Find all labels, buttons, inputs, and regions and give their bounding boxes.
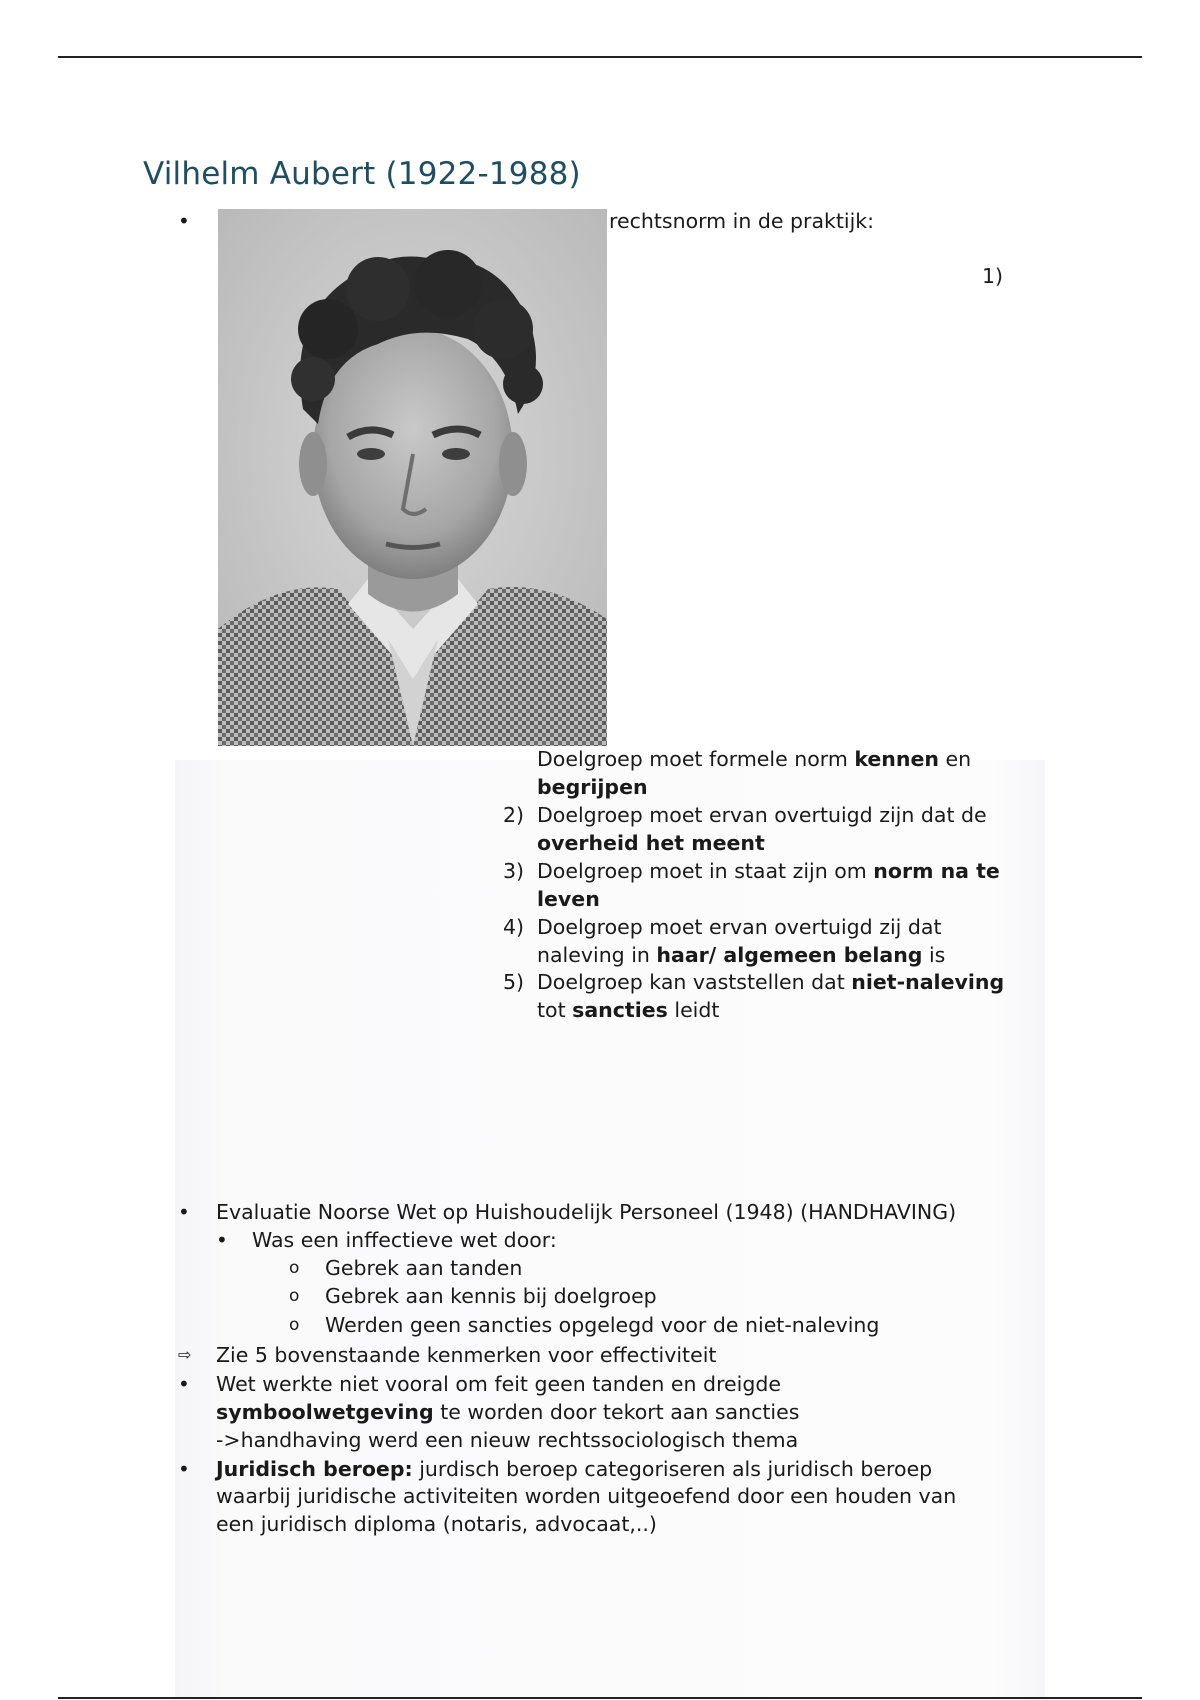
condition-number-1: 1) [982, 264, 1004, 288]
condition-number: 5) [502, 970, 524, 994]
bullet-glyph: • [216, 1228, 228, 1252]
condition-line: Doelgroep moet formele norm kennen en [537, 747, 972, 771]
condition-line: naleving in haar/ algemeen belang is [537, 943, 946, 967]
footer-rule [58, 1697, 1142, 1699]
condition-line: leven [537, 887, 600, 911]
wet-line: Wet werkte niet vooral om feit geen tanden en dreigde [216, 1372, 781, 1396]
circle-glyph: o [289, 1315, 300, 1335]
condition-line: tot sancties leidt [537, 998, 720, 1022]
portrait-image [218, 209, 607, 746]
condition-line: overheid het meent [537, 831, 765, 855]
condition-line: begrijpen [537, 775, 648, 799]
evaluation-heading: Evaluatie Noorse Wet op Huishoudelijk Personeel (1948) (HANDHAVING) [216, 1200, 957, 1224]
portrait-photo [218, 209, 607, 746]
reason-item: Werden geen sancties opgelegd voor de niet-naleving [325, 1313, 880, 1337]
condition-line: Doelgroep moet ervan overtuigd zij dat [537, 915, 942, 939]
bullet-glyph: • [178, 209, 190, 233]
condition-line: Doelgroep moet in staat zijn om norm na te [537, 859, 1000, 883]
condition-line: Doelgroep moet ervan overtuigd zijn dat de [537, 803, 987, 827]
condition-number: 4) [502, 915, 524, 939]
evaluation-sub: Was een inffectieve wet door: [252, 1228, 557, 1252]
header-rule [58, 56, 1142, 58]
bullet-glyph: • [178, 1457, 190, 1481]
condition-number: 2) [502, 803, 524, 827]
arrow-icon: ⇨ [178, 1345, 192, 1364]
juridisch-line: waarbij juridische activiteiten worden uitgeoefend door een houden van [216, 1484, 957, 1508]
wet-line: symboolwetgeving te worden door tekort aan sancties [216, 1400, 800, 1424]
reason-item: Gebrek aan kennis bij doelgroep [325, 1284, 657, 1308]
condition-line: Doelgroep kan vaststellen dat niet-naleving [537, 970, 1005, 994]
arrow-note: Zie 5 bovenstaande kenmerken voor effectiviteit [216, 1343, 717, 1367]
condition-number: 3) [502, 859, 524, 883]
juridisch-line: een juridisch diploma (notaris, advocaat,..) [216, 1512, 657, 1536]
reason-item: Gebrek aan tanden [325, 1256, 523, 1280]
juridisch-line: Juridisch beroep: jurdisch beroep categoriseren als juridisch beroep [216, 1457, 933, 1481]
circle-glyph: o [289, 1286, 300, 1306]
page-title: Vilhelm Aubert (1922-1988) [143, 156, 581, 192]
bullet-glyph: • [178, 1200, 190, 1224]
bullet-glyph: • [178, 1372, 190, 1396]
wet-line: ->handhaving werd een nieuw rechtssociologisch thema [216, 1428, 799, 1452]
intro-text: rechtsnorm in de praktijk: [609, 209, 875, 233]
circle-glyph: o [289, 1258, 300, 1278]
